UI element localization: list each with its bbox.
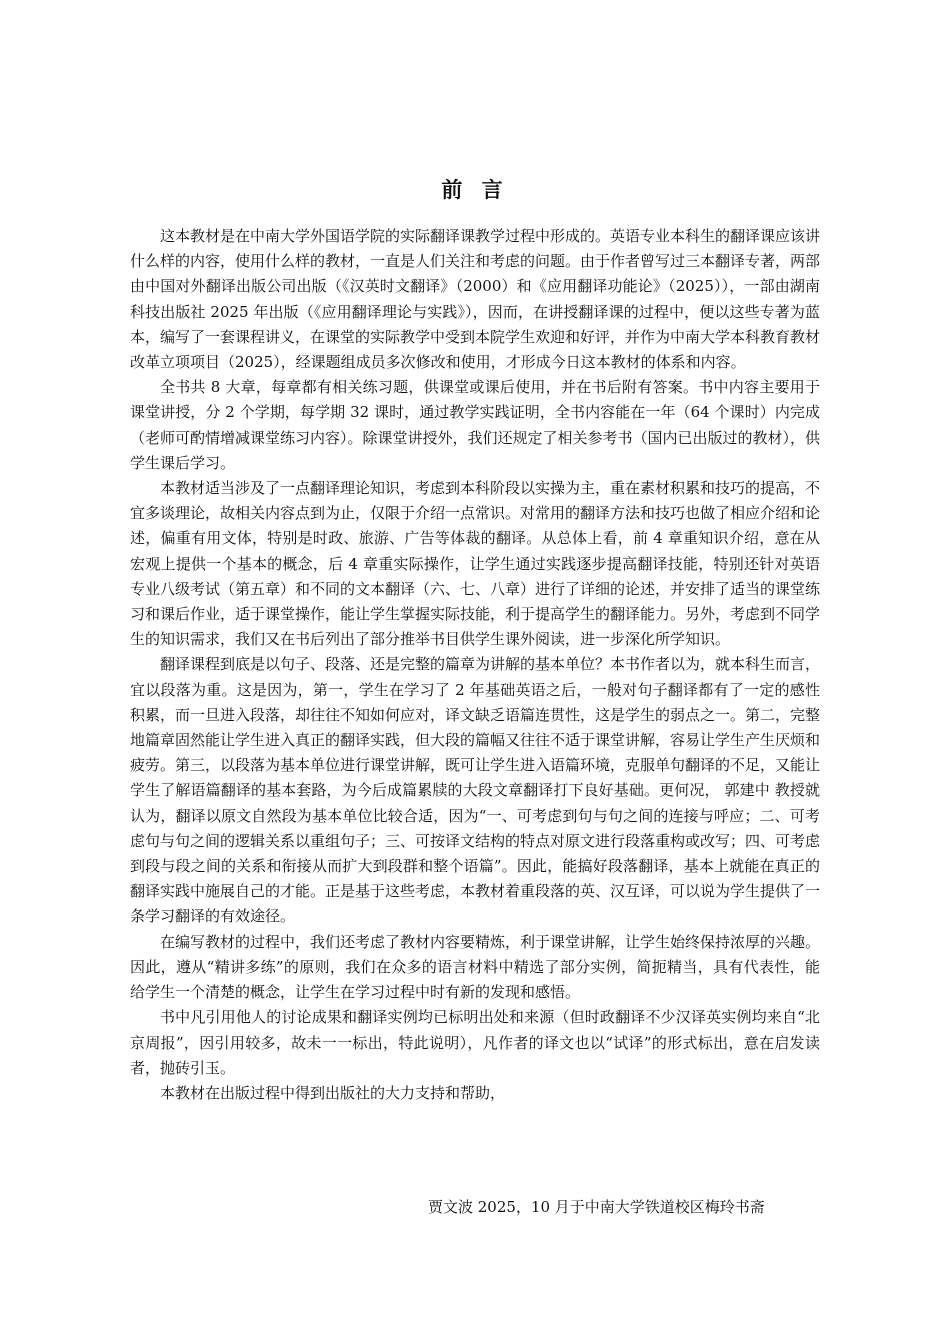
paragraph-acknowledgement: 本教材在出版过程中得到出版社的大力支持和帮助，	[160, 1083, 506, 1102]
paragraph-intro: 这本教材是在中南大学外国语学院的实际翻译课教学过程中形成的。英语专业本科生的翻译课应该讲什么样的内容，使用什么样的教材，一直是人们关注和考虑的问题。由于作者曾写过三本翻译专著，两部由中国对外翻译出版公司出版（《汉英时文翻译》（2000）和《应用翻译功能论》（2025）），一部由湖南科技出版社 2025 年出版（《应用翻译理论与实践》），因而，在讲授翻译课的过程中，便以这些专著为蓝本，编写了一套课程讲义，在课堂的实际教学中受到本院学生欢迎和好评，并作为中南大学本科教育教材改革立项项目（2025），经课题组成员多次修改和使用，才形成今日这本教材的体系和内容。	[130, 227, 821, 372]
page-title: 前 言	[441, 178, 509, 202]
paragraph-theory: 本教材适当涉及了一点翻译理论知识，考虑到本科阶段以实操为主，重在素材积累和技巧的提高，不宜多谈理论，故相关内容点到为止，仅限于介绍一点常识。对常用的翻译方法和技巧也做了相应介绍和论述，偏重有用文体，特别是时政、旅游、广告等体裁的翻译。从总体上看，前 4 章重知识介绍，意在从宏观上提供一个基本的概念，后 4 章重实际操作，让学生通过实践逐步提高翻译技能，特别还针对英语专业八级考试（第五章）和不同的文本翻译（六、七、八章）进行了详细的论述，并安排了适当的课堂练习和课后作业，适于课堂操作，能让学生掌握实际技能，利于提高学生的翻译能力。另外，考虑到不同学生的知识需求，我们又在书后列出了部分推举书目供学生课外阅读，进一步深化所学知识。	[130, 479, 821, 649]
paragraph-citations: 书中凡引用他人的讨论成果和翻译实例均已标明出处和来源（但时政翻译不少汉译英实例均来自“北京周报”，因引用较多，故未一一标出，特此说明），凡作者的译文也以“试译”的形式标出，意在启发读者，抛砖引玉。	[130, 1008, 820, 1077]
author-signature: 贾文波 2025，10 月于中南大学铁道校区梅玲书斋	[428, 1198, 765, 1216]
paragraph-structure: 全书共 8 大章，每章都有相关练习题，供课堂或课后使用，并在书后附有答案。书中内容主要用于课堂讲授，分 2 个学期，每学期 32 课时，通过教学实践证明，全书内容能在一年（64 个课时）内完成（老师可酌情增减课堂练习内容）。除课堂讲授外，我们还规定了相关参考书（国内已出版过的教材），供学生课后学习。	[130, 378, 821, 472]
paragraph-unit: 翻译课程到底是以句子、段落、还是完整的篇章为讲解的基本单位？本书作者以为，就本科生而言，宜以段落为重。这是因为，第一，学生在学习了 2 年基础英语之后，一般对句子翻译都有了一定的感性积累，而一旦进入段落，却往往不知如何应对，译文缺乏语篇连贯性，这是学生的弱点之一。第二，完整地篇章固然能让学生进入真正的翻译实践，但大段的篇幅又往往不适于课堂讲解，容易让学生产生厌烦和疲劳。第三，以段落为基本单位进行课堂讲解，既可让学生进入语篇环境，克服单句翻译的不足，又能让学生了解语篇翻译的基本套路，为今后成篇累牍的大段文章翻译打下良好基础。更何况， 郭建中 教授就认为，翻译以原文自然段为基本单位比较合适，因为“一、可考虑到句与句之间的连接与呼应；二、可考虑句与句之间的逻辑关系以重组句子；三、可按译文结构的特点对原文进行段落重构或改写；四、可考虑到段与段之间的关系和衔接从而扩大到段群和整个语篇”。因此，能搞好段落翻译，基本上就能在真正的翻译实践中施展自己的才能。正是基于这些考虑，本教材着重段落的英、汉互译，可以说为学生提供了一条学习翻译的有效途径。	[130, 655, 821, 926]
paragraph-materials: 在编写教材的过程中，我们还考虑了教材内容要精炼，利于课堂讲解，让学生始终保持浓厚的兴趣。因此，遵从“精讲多练”的原则，我们在众多的语言材料中精选了部分实例，简扼精当，具有代表性，能给学生一个清楚的概念，让学生在学习过程中时有新的发现和感悟。	[130, 932, 821, 1002]
preface-body	[130, 224, 820, 1106]
